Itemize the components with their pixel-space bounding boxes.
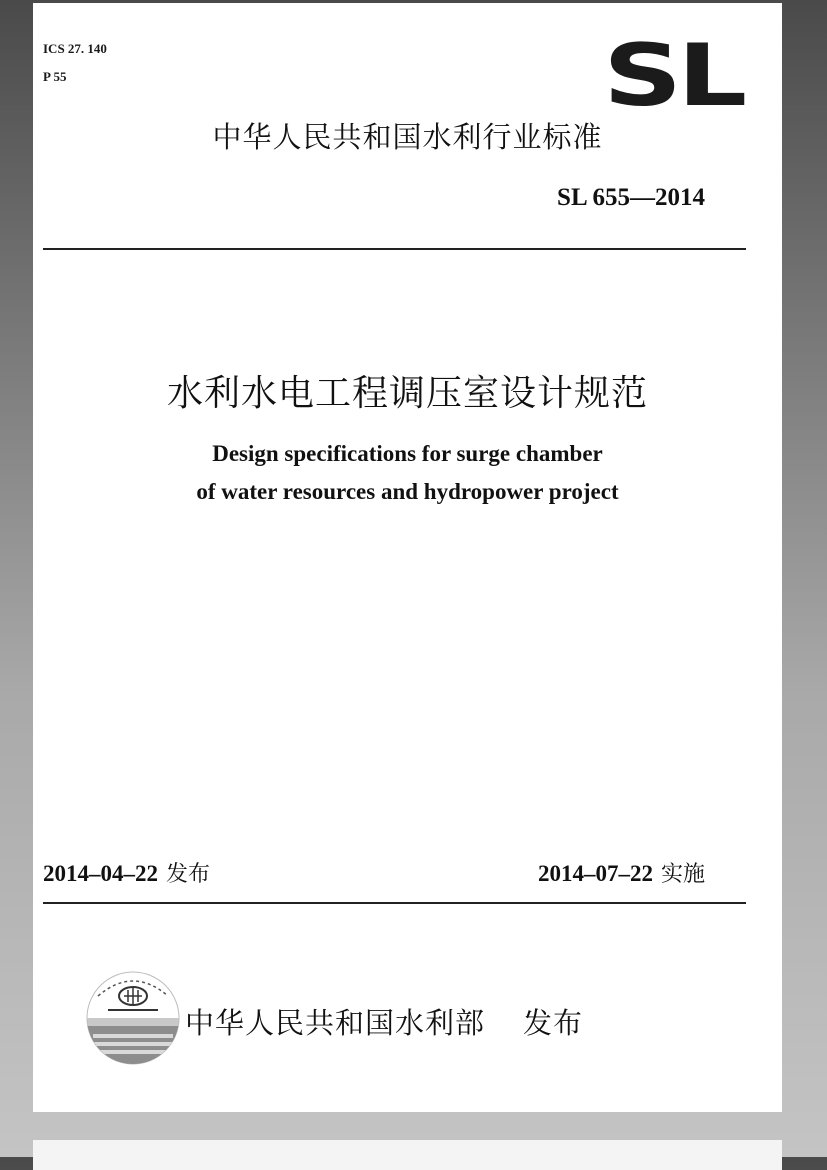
- publisher-ministry: 中华人民共和国水利部: [185, 1006, 486, 1040]
- implement-label: 实施: [660, 862, 705, 887]
- standard-code: SL 655—2014: [557, 184, 705, 211]
- industry-standard-heading: 中华人民共和国水利行业标准: [212, 120, 603, 154]
- ics-code: ICS 27. 140: [43, 41, 107, 56]
- title-english: [33, 435, 782, 511]
- top-divider: [43, 248, 746, 250]
- sl-logo: SL: [603, 26, 743, 126]
- ministry-seal-icon: [78, 966, 188, 1066]
- title-english-line2: of water resources and hydropower project: [196, 479, 619, 504]
- bottom-divider: [43, 902, 746, 904]
- issue-date: 2014–04–22: [43, 861, 158, 886]
- document-page: [33, 3, 782, 1112]
- implement-date: 2014–07–22: [537, 861, 653, 886]
- title-english-line1: Design specifications for surge chamber: [212, 441, 603, 466]
- implement-date-block: [538, 857, 705, 888]
- next-page-edge: [33, 1140, 782, 1170]
- issue-label: 发布: [166, 862, 211, 887]
- p-code: P 55: [43, 69, 67, 84]
- issue-date-block: [43, 857, 210, 888]
- title-chinese: 水利水电工程调压室设计规范: [166, 373, 648, 414]
- publisher-label: 发布: [523, 1006, 584, 1040]
